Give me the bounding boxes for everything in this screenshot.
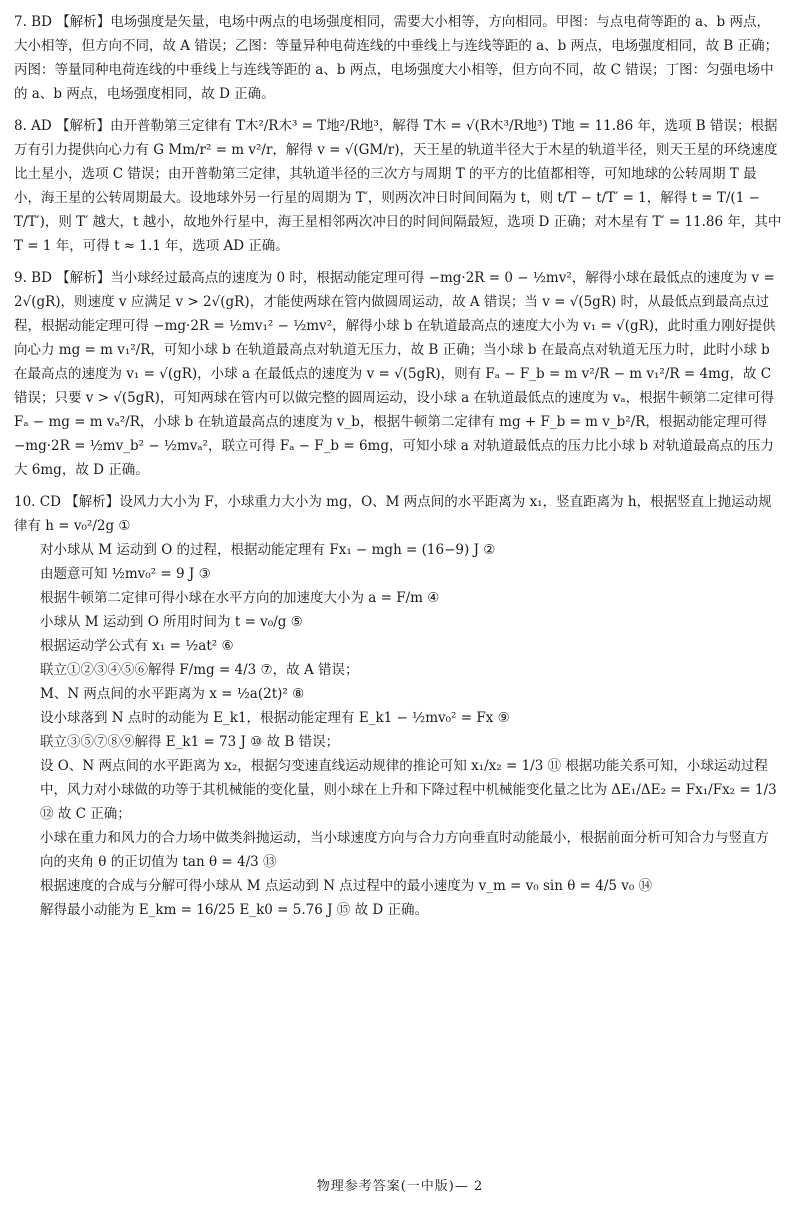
question-7-answer (14, 10, 782, 106)
q10-step-3: 根据牛顿第二定律可得小球在水平方向的加速度大小为 a = F/m ④ (40, 590, 440, 606)
q10-step-11: 小球在重力和风力的合力场中做类斜抛运动，当小球速度方向与合力方向垂直时动能最小，根据前面分析可知合力与竖直方向的夹角 θ 的正切值为 tan θ = 4/3 ⑬ (40, 830, 769, 870)
question-10-answer (14, 490, 782, 922)
q10-step-4: 小球从 M 运动到 O 所用时间为 t = v₀/g ⑤ (40, 614, 303, 630)
q10-step-2: 由题意可知 ½mv₀² = 9 J ③ (40, 566, 211, 582)
q10-step-13: 解得最小动能为 E_km = 16/25 E_k0 = 5.76 J ⑮ 故 D 正确。 (40, 902, 428, 918)
q10-step-1: 对小球从 M 运动到 O 的过程，根据动能定理有 Fx₁ − mgh = (16−9) J ② (40, 542, 496, 558)
question-8-answer (14, 114, 782, 258)
q10-head: 10. CD 【解析】设风力大小为 F，小球重力大小为 mg，O、M 两点间的水平距离为 x₁，竖直距离为 h，根据竖直上抛运动规律有 h = v₀²/2g ① (14, 494, 772, 534)
q10-step-5: 根据运动学公式有 x₁ = ½at² ⑥ (40, 638, 234, 654)
page-footer: 物理参考答案(一中版)— 2 (316, 1179, 484, 1194)
q8-text: 8. AD 【解析】由开普勒第三定律有 T木²/R木³ = T地²/R地³，解得 T木 = √(R木³/R地³) T地 = 11.86 年，选项 B 错误；根据万有引力提供向心力有 G Mm/r² = m v²/r，解得 v = √(GM/r)，天王星的轨道半径大于木星的轨道半径，则天王星的环绕速度比土星小，选项 C 错误；由开普勒第三定律，其轨道半径的三次方与周期 T 的平方的比值都相等，可知地球的公转周期 T 最小，海王星的公转周期最大。设地球外另一行星的周期为 T′，则两次冲日时间间隔为 t，则 t/T − t/T′ = 1，解得 t = T/(1 − T/T′)，则 T′ 越大，t 越小，故地外行星中，海王星相邻两次冲日的时间间隔最短，选项 D 正确；对木星有 T′ = 11.86 年，其中 T = 1 年，可得 t ≈ 1.1 年，选项 AD 正确。 (14, 118, 782, 254)
q7-text: 7. BD 【解析】电场强度是矢量，电场中两点的电场强度相同，需要大小相等，方向相同。甲图：与点电荷等距的 a、b 两点，大小相等，但方向不同，故 A 错误；乙图：等量异种电荷连线的中垂线上与连线等距的 a、b 两点，电场强度相同，故 B 正确；丙图：等量同种电荷连线的中垂线上与连线等距的 a、b 两点，电场强度大小相等，但方向不同，故 C 错误；丁图：匀强电场中的 a、b 两点，电场强度相同，故 D 正确。 (14, 14, 779, 102)
q10-step-9: 联立③⑤⑦⑧⑨解得 E_k1 = 73 J ⑩ 故 B 错误； (40, 734, 340, 750)
q9-text: 9. BD 【解析】当小球经过最高点的速度为 0 时，根据动能定理可得 −mg·2R = 0 − ½mv²，解得小球在最低点的速度为 v = 2√(gR)，则速度 v 应满足 v > 2√(gR)，才能使两球在管内做圆周运动，故 A 错误；当 v = √(5gR) 时，从最低点到最高点过程，根据动能定理可得 −mg·2R = ½mv₁² − ½mv²，解得小球 b 在轨道最高点的速度大小为 v₁ = √(gR)，此时重力刚好提供向心力 mg = m v₁²/R，可知小球 b 在轨道最高点对轨道无压力，故 B 正确；当小球 b 在最高点对轨道无压力时，此时小球 b 在最高点的速度为 v₁ = √(gR)，小球 a 在最低点的速度为 v = √(5gR)，则有 Fₐ − F_b = m v²/R − m v₁²/R = 4mg，故 C 错误；只要 v > √(5gR)，可知两球在管内可以做完整的圆周运动，设小球 a 在轨道最低点的速度为 vₐ，根据牛顿第二定律可得 Fₐ − mg = m vₐ²/R，小球 b 在轨道最高点的速度为 v_b，根据牛顿第二定律有 mg + F_b = m v_b²/R，根据动能定理可得 −mg·2R = ½mv_b² − ½mvₐ²，联立可得 Fₐ − F_b = 6mg，可知小球 a 对轨道最低点的压力比小球 b 对轨道最高点的压力大 6mg，故 D 正确。 (14, 270, 776, 478)
q10-step-12: 根据速度的合成与分解可得小球从 M 点运动到 N 点过程中的最小速度为 v_m = v₀ sin θ = 4/5 v₀ ⑭ (40, 878, 653, 894)
q10-step-10: 设 O、N 两点间的水平距离为 x₂，根据匀变速直线运动规律的推论可知 x₁/x₂ = 1/3 ⑪ 根据功能关系可知，小球运动过程中，风力对小球做的功等于其机械能的变化量，则小球在上升和下降过程中机械能变化量之比为 ΔE₁/ΔE₂ = Fx₁/Fx₂ = 1/3 ⑫ 故 C 正确； (40, 758, 777, 822)
q10-step-7: M、N 两点间的水平距离为 x = ½a(2t)² ⑧ (40, 686, 305, 702)
q10-step-8: 设小球落到 N 点时的动能为 E_k1，根据动能定理有 E_k1 − ½mv₀² = Fx ⑨ (40, 710, 510, 726)
question-9-answer (14, 266, 782, 482)
q10-step-6: 联立①②③④⑤⑥解得 F/mg = 4/3 ⑦，故 A 错误； (40, 662, 359, 678)
